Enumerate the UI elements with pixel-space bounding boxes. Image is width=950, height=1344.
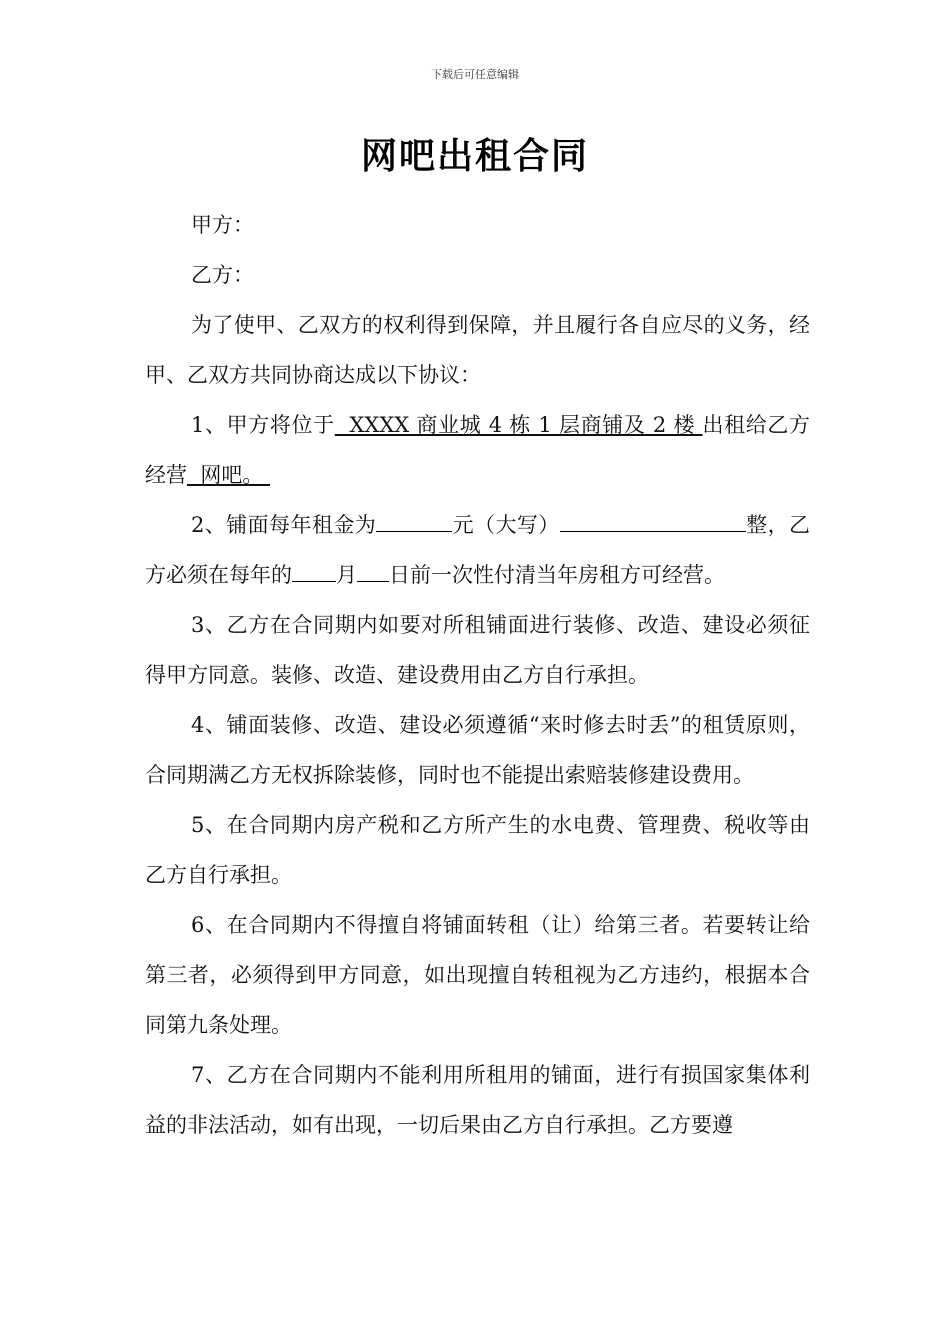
clause-2-text-b: 元（大写） [452,513,560,537]
contract-body [145,200,810,1150]
document-title: 网吧出租合同 [360,135,589,177]
clause-5: 5、在合同期内房产税和乙方所产生的水电费、管理费、税收等由乙方自行承担。 [145,813,810,887]
clause-2-text-c: 整，乙方必须在每年的 [145,513,811,587]
month-blank [292,561,336,582]
party-b-line: 乙方： [191,263,254,287]
day-blank [357,561,389,582]
clause-4: 4、铺面装修、改造、建设必须遵循“来时修去时丢”的租赁原则，合同期满乙方无权拆除装修，同时也不能提出索赔装修建设费用。 [145,713,810,787]
party-a-line: 甲方： [191,213,254,237]
clause-6: 6、在合同期内不得擅自将铺面转租（让）给第三者。若要转让给第三者，必须得到甲方同意，如出现擅自转租视为乙方违约，根据本合同第九条处理。 [145,913,810,1037]
clause-2-text-a: 2、铺面每年租金为 [191,513,377,537]
clause-2 [145,500,810,600]
clause-3: 3、乙方在合同期内如要对所租铺面进行装修、改造、建设必须征得甲方同意。装修、改造、建设费用由乙方自行承担。 [145,613,810,687]
clause-2-text-d: 月 [336,563,357,587]
clause-1-prefix: 1、甲方将位于 [191,413,335,437]
page-header-note: 下载后可任意编辑 [431,68,519,81]
rent-amount-capital-blank [560,511,746,532]
clause-1-business: 网吧。 [187,463,271,487]
rent-amount-blank [376,511,452,532]
clause-1-middle: 出租给乙方经营 [145,413,810,487]
clause-1-location: XXXX 商业城 4 栋 1 层商铺及 2 楼 [334,413,703,437]
intro-paragraph: 为了使甲、乙双方的权利得到保障，并且履行各自应尽的义务，经甲、乙双方共同协商达成以下协议： [145,313,810,387]
clause-1 [145,400,810,500]
clause-7: 7、乙方在合同期内不能利用所租用的铺面，进行有损国家集体利益的非法活动，如有出现，一切后果由乙方自行承担。乙方要遵 [145,1063,810,1137]
clause-2-text-e: 日前一次性付清当年房租方可经营。 [389,563,725,587]
